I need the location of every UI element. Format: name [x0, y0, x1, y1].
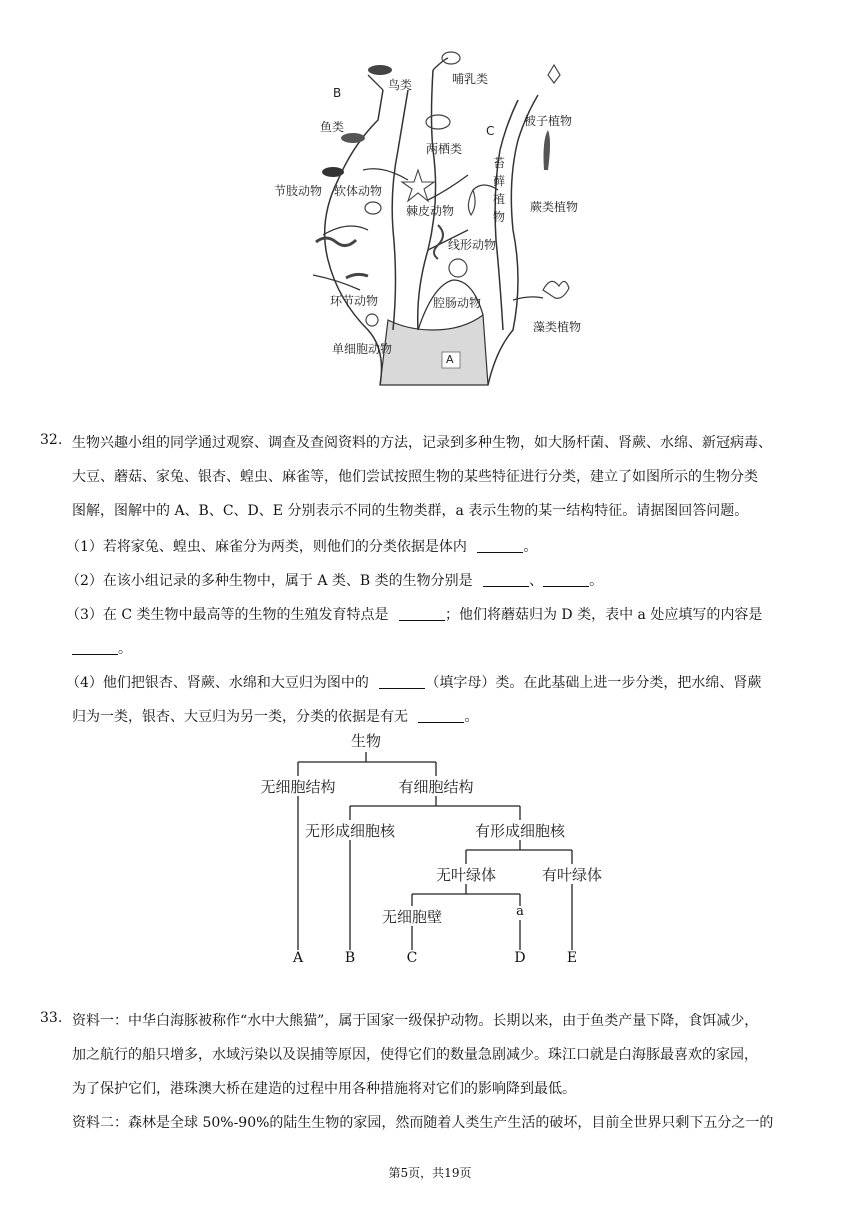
node-no-cell: 无细胞结构: [260, 778, 336, 796]
sub3-text: （3）在 C 类生物中最高等的生物的生殖发育特点是: [66, 607, 389, 623]
node-no-chloroplast: 无叶绿体: [435, 866, 497, 884]
sub3-mid: ；他们将蘑菇归为 D 类，表中 a 处应填写的内容是: [444, 607, 763, 623]
label-C: C: [486, 124, 495, 138]
label-cnidarian: 腔肠动物: [433, 296, 482, 310]
label-echinoderm: 棘皮动物: [406, 204, 455, 218]
node-a: a: [516, 904, 524, 919]
label-B: B: [333, 86, 342, 100]
label-moss-4: 物: [493, 210, 506, 224]
sub2-end: 。: [589, 573, 604, 589]
label-amphibian: 两栖类: [426, 142, 463, 156]
stem-line-2: 大豆、蘑菇、家兔、银杏、蝗虫、麻雀等，他们尝试按照生物的某些特征进行分类，建立了如图所示的生物分类: [72, 469, 758, 485]
sub4-text: （4）他们把银杏、肾蕨、水绵和大豆归为图中的: [66, 675, 369, 691]
question-number: 32.: [40, 432, 63, 448]
node-has-nucleus: 有形成细胞核: [474, 822, 566, 840]
sub2-text: （2）在该小组记录的多种生物中，属于 A 类、B 类的生物分别是: [66, 573, 473, 589]
sub2-sep: 、: [529, 573, 544, 589]
label-arthropod: 节肢动物: [274, 184, 323, 198]
material-line-3: 为了保护它们，港珠澳大桥在建造的过程中用各种措施将对它们的影响降到最低。: [72, 1081, 576, 1097]
material-line-4: 资料二：森林是全球 50%-90%的陆生生物的家园，然而随着人类生产生活的破坏，目前全世界只剩下五分之一的: [72, 1115, 774, 1131]
leaf-E: E: [566, 950, 578, 966]
node-no-cell-wall: 无细胞壁: [381, 908, 443, 926]
sub4-line2: 归为一类，银杏、大豆归为另一类，分类的依据是有无: [72, 709, 408, 725]
leaf-A: A: [292, 950, 304, 966]
label-nematode: 线形动物: [448, 238, 497, 252]
sub3-end: 。: [118, 641, 132, 657]
label-annelid: 环节动物: [330, 294, 379, 308]
stem-line-3: 图解，图解中的 A、B、C、D、E 分别表示不同的生物类群，a 表示生物的某一结构特征。请据图回答问题。: [72, 503, 749, 519]
sub1-text: （1）若将家兔、蝗虫、麻雀分为两类，则他们的分类依据是体内: [66, 539, 467, 555]
node-has-chloroplast: 有叶绿体: [541, 866, 603, 884]
sub4-mid: （填字母）类。在此基础上进一步分类，把水绵、肾蕨: [425, 675, 762, 691]
stem-line-1: 生物兴趣小组的同学通过观察、调查及查阅资料的方法，记录到多种生物，如大肠杆菌、肾蕨、水绵、新冠病毒、: [72, 435, 772, 451]
question-number: 33.: [40, 1010, 63, 1026]
node-no-nucleus: 无形成细胞核: [304, 822, 396, 840]
label-algae: 藻类植物: [533, 320, 582, 334]
label-angiosperm: 被子植物: [524, 114, 573, 128]
material-line-1: 资料一：中华白海豚被称作“水中大熊猫”，属于国家一级保护动物。长期以来，由于鱼类产量下降，食饵减少，: [72, 1013, 759, 1029]
label-fern: 蕨类植物: [530, 200, 579, 214]
label-moss-3: 植: [493, 192, 506, 206]
label-mammal: 哺乳类: [452, 72, 489, 86]
label-moss-1: 苔: [493, 156, 506, 170]
material-line-2: 加之航行的船只增多，水域污染以及误捕等原因，使得它们的数量急剧减少。珠江口就是白海豚最喜欢的家园，: [72, 1047, 758, 1063]
label-fish: 鱼类: [320, 120, 345, 134]
leaf-B: B: [344, 950, 356, 966]
page-footer: 第5页，共19页: [388, 1166, 472, 1180]
label-moss-2: 藓: [493, 174, 506, 188]
leaf-D: D: [514, 950, 526, 966]
leaf-C: C: [406, 950, 418, 966]
label-mollusk: 软体动物: [334, 184, 383, 198]
sub4-end: 。: [464, 709, 479, 725]
label-bird: 鸟类: [388, 78, 413, 92]
node-root: 生物: [350, 732, 382, 750]
sub1-end: 。: [523, 539, 538, 555]
label-A: A: [446, 353, 454, 366]
label-protozoa: 单细胞动物: [332, 342, 393, 356]
node-has-cell: 有细胞结构: [398, 778, 474, 796]
